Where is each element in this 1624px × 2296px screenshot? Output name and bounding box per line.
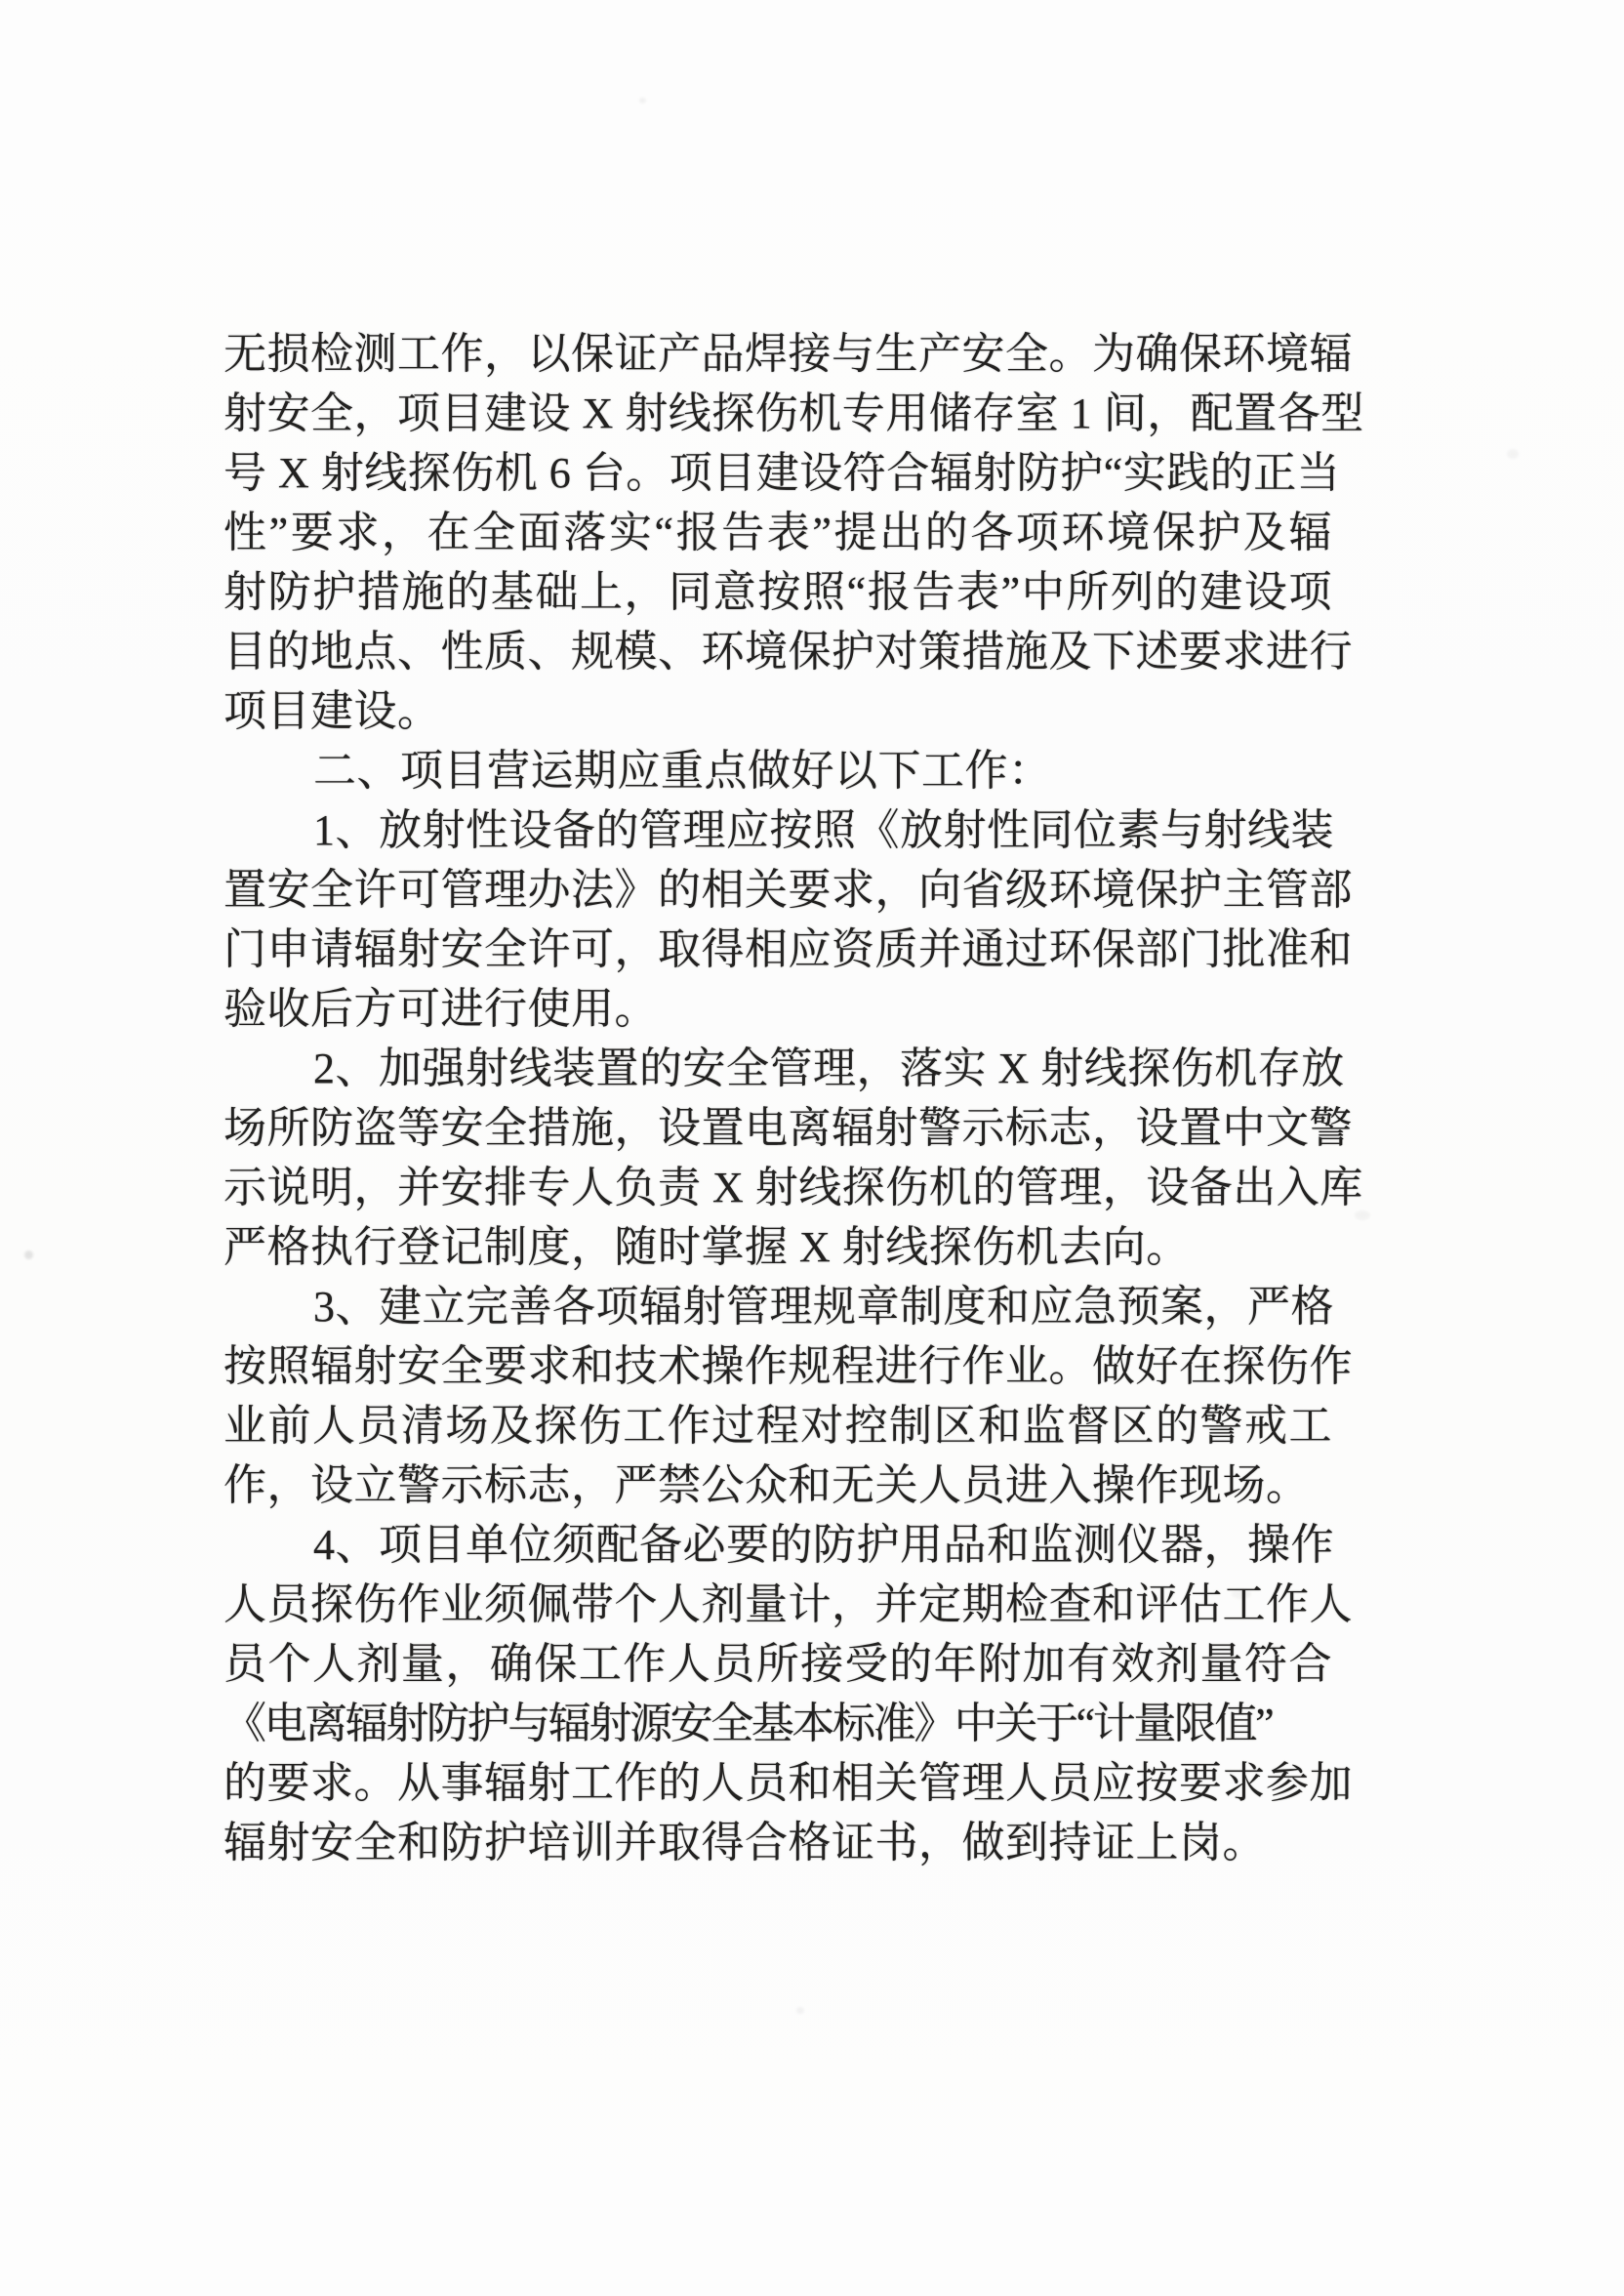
text-line: 无损检测工作，以保证产品焊接与生产安全。为确保环境辐 [223, 330, 1353, 378]
text-line: 示说明，并安排专人负责 X 射线探伤机的管理，设备出入库 [223, 1164, 1363, 1211]
text-line: 人员探伤作业须佩带个人剂量计，并定期检查和评估工作人 [223, 1580, 1353, 1628]
scan-artifact [639, 98, 646, 103]
text-line: 性”要求，在全面落实“报告表”提出的各项环境保护及辐 [223, 509, 1332, 556]
scan-artifact [1355, 1210, 1370, 1220]
text-line: 射安全，项目建设 X 射线探伤机专用储存室 1 间，配置各型 [223, 390, 1364, 437]
text-line: 3、建立完善各项辐射管理规章制度和应急预案，严格 [313, 1283, 1334, 1331]
scan-artifact [796, 2007, 804, 2014]
text-line: 置安全许可管理办法》的相关要求，向省级环境保护主管部 [223, 866, 1353, 914]
text-line: 作，设立警示标志，严禁公众和无关人员进入操作现场。 [223, 1461, 1310, 1509]
text-line: 号 X 射线探伤机 6 台。项目建设符合辐射防护“实践的正当 [223, 449, 1341, 497]
section-heading: 二、项目营运期应重点做好以下工作： [313, 747, 1052, 795]
text-line: 场所防盗等安全措施，设置电离辐射警示标志，设置中文警 [223, 1104, 1353, 1152]
text-line: 辐射安全和防护培训并取得合格证书，做到持证上岗。 [223, 1819, 1266, 1866]
text-line: 射防护措施的基础上，同意按照“报告表”中所列的建设项 [223, 568, 1332, 616]
text-line: 4、项目单位须配备必要的防护用品和监测仪器，操作 [313, 1521, 1334, 1569]
text-line: 按照辐射安全要求和技术操作规程进行作业。做好在探伤作 [223, 1342, 1353, 1390]
text-line: 《电离辐射防护与辐射源安全基本标准》中关于“计量限值” [223, 1700, 1273, 1747]
document-body [223, 324, 1364, 1872]
scan-artifact [1507, 449, 1519, 459]
text-line: 业前人员清场及探伤工作过程对控制区和监督区的警戒工 [223, 1402, 1332, 1450]
text-line: 验收后方可进行使用。 [223, 985, 658, 1033]
text-line: 目的地点、性质、规模、环境保护对策措施及下述要求进行 [223, 628, 1353, 676]
text-line: 1、放射性设备的管理应按照《放射性同位素与射线装 [313, 806, 1334, 854]
text-line: 2、加强射线装置的安全管理，落实 X 射线探伤机存放 [313, 1045, 1345, 1092]
text-line: 严格执行登记制度，随时掌握 X 射线探伤机去向。 [223, 1223, 1190, 1271]
text-line: 的要求。从事辐射工作的人员和相关管理人员应按要求参加 [223, 1759, 1353, 1807]
text-line: 项目建设。 [223, 687, 441, 735]
text-line: 门申请辐射安全许可，取得相应资质并通过环保部门批准和 [223, 925, 1353, 973]
scan-artifact [24, 1250, 33, 1259]
text-line: 员个人剂量，确保工作人员所接受的年附加有效剂量符合 [223, 1640, 1332, 1688]
